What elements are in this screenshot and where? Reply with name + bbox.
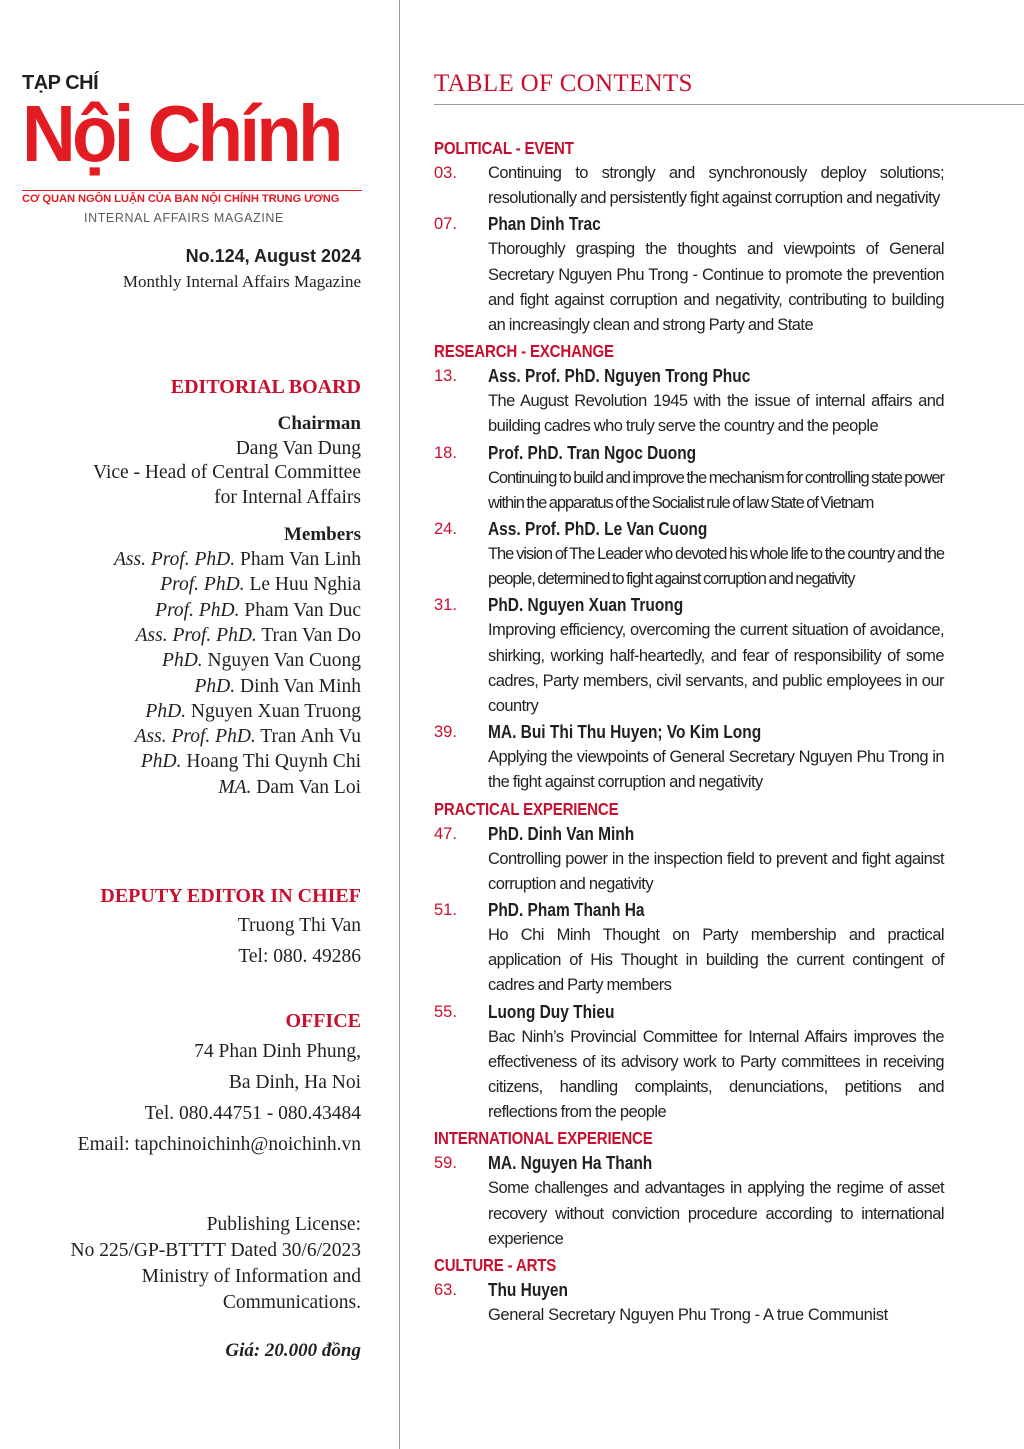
toc-article-title: Continuing to build and improve the mechanism for controlling state power within the apparatus of the Socialist rule of law State of Vietnam: [488, 468, 944, 512]
toc-article-title: General Secretary Nguyen Phu Trong - A true Communist: [488, 1306, 888, 1325]
issue-number: No.124, August 2024: [185, 246, 361, 266]
chairman-name: Dang Van Dung: [235, 438, 361, 459]
member-title: PhD.: [162, 650, 203, 672]
editorial-board-heading: EDITORIAL BOARD: [170, 376, 361, 398]
toc-entry[interactable]: [434, 1278, 944, 1328]
member-row: [141, 751, 361, 773]
magazine-logo: [22, 72, 362, 232]
toc-page-number: 13.: [434, 367, 457, 386]
toc-article-title: Bac Ninh’s Provincial Committee for Internal Affairs improves the effectiveness of its advisory work to Party committees in receiving citizens, handling complaints, denunciations, petitions and reflections from the people: [488, 1027, 944, 1122]
toc-entry[interactable]: [434, 720, 944, 795]
toc-section: [434, 339, 944, 795]
toc-entry[interactable]: [434, 517, 944, 592]
toc-entry[interactable]: [434, 1000, 944, 1126]
toc-page-number: 07.: [434, 215, 457, 234]
toc-page-number: 55.: [434, 1002, 457, 1021]
toc-article-title: Ho Chi Minh Thought on Party membership and practical application of His Thought in building the current contingent of cadres and Party members: [488, 926, 944, 995]
toc-article-title: Thoroughly grasping the thoughts and viewpoints of General Secretary Nguyen Phu Trong - Continue to promote the prevention and fight against corruption and negativity, contributing to building an increasingly clean and strong Party and State: [488, 240, 944, 335]
member-name: Dinh Van Minh: [235, 675, 361, 697]
toc-section: [434, 1126, 944, 1252]
members-label: Members: [283, 524, 361, 545]
toc-article-title: The August Revolution 1945 with the issue of internal affairs and building cadres who truly serve the country and the people: [488, 392, 944, 436]
member-name: Tran Anh Vu: [255, 726, 361, 748]
member-title: Ass. Prof. PhD.: [135, 624, 257, 646]
license-line-3: Ministry of Information and: [141, 1266, 361, 1287]
chairman-label: Chairman: [277, 413, 361, 434]
toc-page-number: 59.: [434, 1154, 457, 1173]
member-name: Dam Van Loi: [251, 776, 361, 798]
toc-author: Prof. PhD. Tran Ngoc Duong: [488, 442, 697, 463]
member-name: Nguyen Van Cuong: [202, 650, 361, 672]
member-name: Tran Van Do: [256, 624, 361, 646]
toc-title-rule: [434, 104, 1024, 105]
toc-section-heading: RESEARCH - EXCHANGE: [434, 341, 614, 362]
member-title: Prof. PhD.: [160, 574, 245, 596]
toc-article-title: Improving efficiency, overcoming the current situation of avoidance, shirking, working half-heartedly, and fear of responsibility of some cadres, Party members, civil servants, and public employees in our country: [488, 621, 944, 716]
toc-section: [434, 136, 944, 338]
toc-entry[interactable]: [434, 161, 944, 211]
logo-english-name: INTERNAL AFFAIRS MAGAZINE: [84, 211, 284, 225]
member-row: [135, 726, 361, 748]
member-name: Nguyen Xuan Truong: [186, 700, 361, 722]
office-address-line-2: Ba Dinh, Ha Noi: [228, 1072, 361, 1093]
logo-tap-chi: TẠP CHÍ: [22, 72, 99, 94]
toc-entry[interactable]: [434, 212, 944, 338]
member-name: Pham Van Duc: [239, 599, 361, 621]
toc-entry[interactable]: [434, 441, 944, 516]
toc-article-title: Continuing to strongly and synchronously deploy solutions; resolutionally and persistently fight against corruption and negativity: [488, 164, 944, 208]
toc-page-number: 31.: [434, 596, 457, 615]
member-row: [218, 777, 361, 799]
toc-article-title: Some challenges and advantages in applying the regime of asset recovery without conviction procedure according to international experience: [488, 1179, 944, 1248]
deputy-editor-tel: Tel: 080. 49286: [238, 946, 361, 967]
toc-entry[interactable]: [434, 822, 944, 897]
member-name: Hoang Thi Quynh Chi: [181, 751, 361, 773]
logo-title: Nội Chính: [22, 89, 340, 178]
license-line-2: No 225/GP-BTTTT Dated 30/6/2023: [70, 1240, 361, 1261]
member-title: PhD.: [140, 751, 182, 773]
chairman-role-line-1: Vice - Head of Central Committee: [93, 462, 361, 483]
column-divider: [399, 0, 400, 1449]
toc-page-number: 03.: [434, 164, 457, 182]
logo-subtitle: CƠ QUAN NGÔN LUẬN CỦA BAN NỘI CHÍNH TRUNG ƯƠNG: [22, 190, 362, 205]
office-heading: OFFICE: [285, 1010, 361, 1032]
office-email: Email: tapchinoichinh@noichinh.vn: [77, 1134, 361, 1155]
member-title: Ass. Prof. PhD.: [134, 726, 256, 748]
toc-section: [434, 1253, 944, 1328]
toc-author: Luong Duy Thieu: [488, 1001, 615, 1022]
toc-section: [434, 797, 944, 1126]
toc-author: Ass. Prof. PhD. Nguyen Trong Phuc: [488, 366, 751, 387]
toc-page-number: 24.: [434, 520, 457, 539]
member-row: [136, 625, 361, 647]
member-row: [114, 549, 361, 571]
toc-author: Thu Huyen: [488, 1280, 568, 1301]
deputy-editor-heading: DEPUTY EDITOR IN CHIEF: [100, 885, 361, 907]
member-row: [145, 701, 361, 723]
member-title: Ass. Prof. PhD.: [113, 549, 236, 570]
toc-author: MA. Nguyen Ha Thanh: [488, 1153, 653, 1174]
chairman-role-line-2: for Internal Affairs: [214, 487, 361, 508]
toc-author: Phan Dinh Trac: [488, 214, 601, 235]
member-row: [162, 650, 361, 672]
toc-page-number: 18.: [434, 443, 457, 462]
member-name: Pham Van Linh: [235, 549, 361, 570]
toc-article-title: Controlling power in the inspection field to prevent and fight against corruption and negativity: [488, 849, 944, 893]
masthead-column: [0, 0, 399, 1449]
toc-title: TABLE OF CONTENTS: [434, 70, 693, 97]
toc-page-number: 47.: [434, 824, 457, 843]
toc-author: Ass. Prof. PhD. Le Van Cuong: [488, 519, 708, 540]
license-line-4: Communications.: [222, 1292, 361, 1313]
toc-author: MA. Bui Thi Thu Huyen; Vo Kim Long: [488, 722, 762, 743]
member-row: [195, 676, 361, 698]
deputy-editor-name: Truong Thi Van: [237, 915, 361, 936]
toc-entry[interactable]: [434, 364, 944, 439]
toc-page-number: 63.: [434, 1281, 457, 1300]
price: Giá: 20.000 đồng: [225, 1340, 361, 1361]
member-title: PhD.: [145, 700, 187, 722]
toc-entry[interactable]: [434, 898, 944, 999]
member-title: MA.: [218, 776, 252, 798]
toc-section-heading: POLITICAL - EVENT: [434, 138, 574, 158]
toc-page-number: 39.: [434, 723, 457, 742]
office-address-line-1: 74 Phan Dinh Phung,: [194, 1041, 361, 1062]
toc-article-title: The vision of The Leader who devoted his whole life to the country and the people, determined to fight against corruption and negativity: [488, 545, 944, 589]
toc-author: PhD. Pham Thanh Ha: [488, 900, 645, 921]
toc-author: PhD. Nguyen Xuan Truong: [488, 595, 684, 616]
toc-section-heading: CULTURE - ARTS: [434, 1255, 557, 1276]
toc-article-title: Applying the viewpoints of General Secretary Nguyen Phu Trong in the fight against corruption and negativity: [488, 748, 944, 792]
license-line-1: Publishing License:: [206, 1214, 361, 1235]
toc-author: PhD. Dinh Van Minh: [488, 823, 635, 844]
member-row: [155, 600, 361, 622]
toc-section-heading: INTERNATIONAL EXPERIENCE: [434, 1128, 653, 1149]
office-tel: Tel. 080.44751 - 080.43484: [144, 1103, 361, 1124]
toc-entry[interactable]: [434, 1151, 944, 1252]
member-title: Prof. PhD.: [155, 599, 240, 621]
toc-entry[interactable]: [434, 593, 944, 719]
table-of-contents: [434, 136, 944, 1329]
issue-frequency: Monthly Internal Affairs Magazine: [122, 272, 361, 291]
member-row: [160, 574, 361, 596]
member-name: Le Huu Nghia: [244, 574, 361, 596]
toc-page-number: 51.: [434, 901, 457, 920]
toc-section-heading: PRACTICAL EXPERIENCE: [434, 798, 619, 819]
member-title: PhD.: [194, 675, 236, 697]
